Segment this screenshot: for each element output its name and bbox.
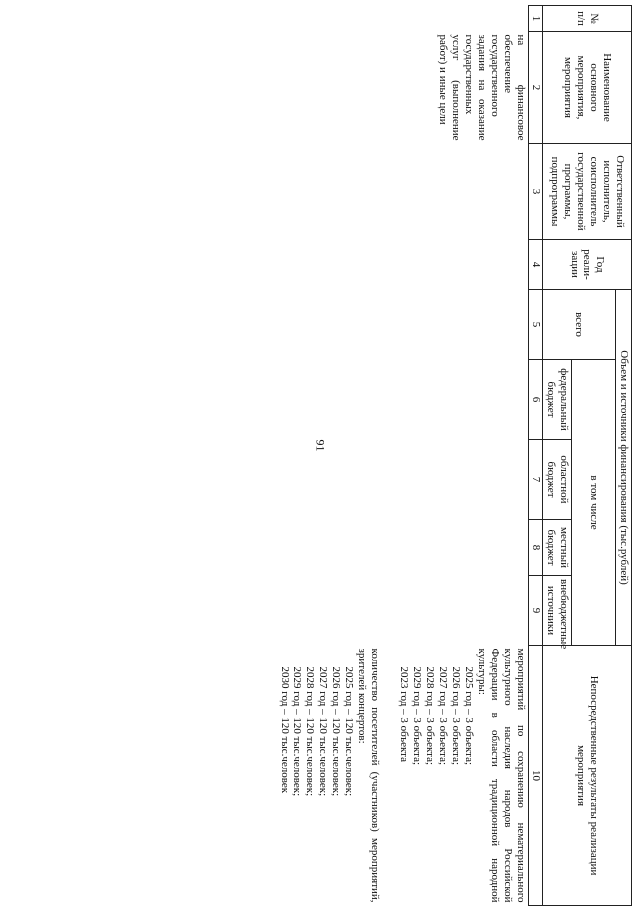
program-measures-table [277,5,632,906]
header-funding: Объем и источники финансирования (тыс.рублей) [616,290,632,646]
row-year [277,240,529,290]
header-including: в том числе [571,360,615,646]
header-num: № п/п [543,6,632,32]
column-numbers-row [529,6,543,906]
row-total [277,290,529,360]
col-number: 4 [529,240,543,290]
col-number: 2 [529,32,543,144]
results-visitor-line: 2027 год – 120 тыс.человек; [317,666,330,797]
results-visitor-line: 2028 год – 120 тыс.человек; [304,666,317,797]
row-federal [277,360,529,440]
header-year: Год реали-зации [543,240,632,290]
col-number: 5 [529,290,543,360]
table-row [277,6,529,906]
results-visitors-intro: количество посетителей (участников) мероприятий, зрителей концертов: [356,648,382,903]
results-object-line: 2028 год – 3 объекта; [424,666,437,766]
results-visitor-line: 2029 год – 120 тыс.человек; [291,666,304,797]
header-measure-name: Наименование основного мероприятия, мероприятия [543,32,632,144]
row-measure-name: на финансовое обеспечение государственного задания на оказание государственных услуг (выполнение работ) и иные цели [277,32,529,144]
col-number: 7 [529,440,543,520]
results-intro: мероприятий по сохранению нематериального культурного наследия народов Российской Федерации в области традиционной народной культуры: [476,648,527,903]
results-visitor-line: 2025 год – 120 тыс.человек; [343,666,356,797]
results-object-line: 2029 год – 3 объекта; [411,666,424,766]
header-regional: областной бюджет [543,440,572,520]
col-number: 3 [529,144,543,240]
row-regional [277,440,529,520]
row-extra [277,576,529,646]
rotated-document-sheet [87,5,632,905]
results-object-line: 2026 год – 3 объекта; [450,666,463,766]
results-object-line: 2027 год – 3 объекта; [437,666,450,766]
header-extra: внебюджетные источники [543,576,572,646]
page-number: 91 [313,439,328,452]
col-number: 10 [529,646,543,906]
header-local: местный бюджет [543,520,572,576]
header-total: всего [543,290,616,360]
header-executor: Ответственный исполнитель, соисполнитель государственной программы, подпрограммы [543,144,632,240]
col-number: 6 [529,360,543,440]
row-num [277,6,529,32]
results-visitor-line: 2030 год – 120 тыс.человек [278,666,291,794]
header-row-1 [616,6,632,906]
results-object-line: 2023 год – 3 объекта [398,666,411,762]
row-executor [277,144,529,240]
results-object-line: 2025 год – 3 объекта; [463,666,476,766]
header-results: Непосредственные результаты реализации мероприятия [543,646,632,906]
col-number: 8 [529,520,543,576]
col-number: 9 [529,576,543,646]
col-number: 1 [529,6,543,32]
results-visitor-line: 2026 год – 120 тыс.человек; [330,666,343,797]
row-results [277,646,529,906]
header-federal: федеральный бюджет [543,360,572,440]
row-local [277,520,529,576]
